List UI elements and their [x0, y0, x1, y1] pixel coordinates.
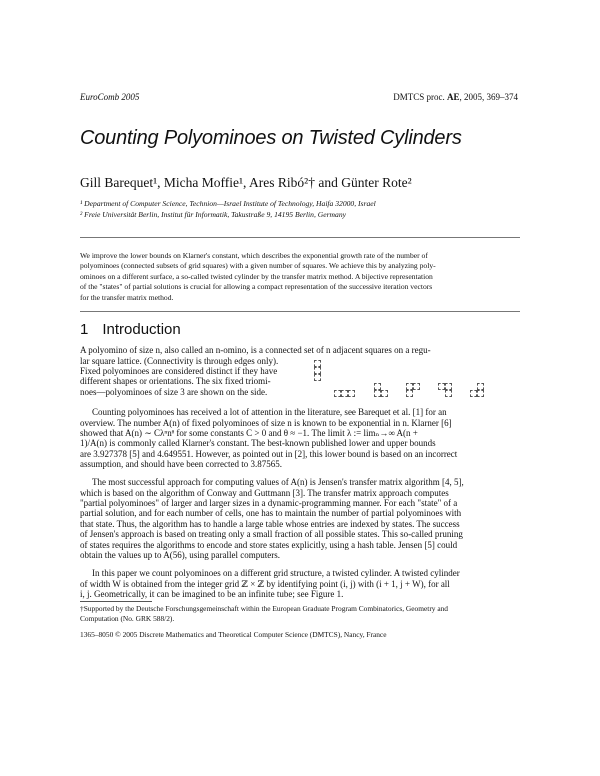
- triomino-cell: [470, 390, 477, 397]
- triomino-cell: [477, 383, 484, 390]
- journal-header-left: EuroComb 2005: [80, 92, 140, 102]
- text-line: of Jensen's approach is based on treating only a small fraction of all possible states. This so-called pruning: [80, 529, 463, 540]
- triomino-cell: [314, 367, 321, 374]
- abstract-line: We improve the lower bounds on Klarner's constant, which describes the exponential growth rate of the number of: [80, 251, 428, 260]
- abstract-top-rule: [80, 237, 520, 238]
- abstract-bottom-rule: [80, 311, 520, 312]
- footnote: [80, 604, 520, 623]
- triomino-cell: [314, 360, 321, 367]
- triomino-cell: [438, 383, 445, 390]
- text-line: which is based on the algorithm of Conway and Guttmann [3]. The transfer matrix approach computes: [80, 487, 449, 498]
- abstract-line: of the "states" of partial solutions is crucial for allowing a compact representation of the successive iteration vectors: [80, 282, 433, 292]
- abstract-line: polyominoes (connected subsets of grid squares) with a given number of squares. We achieve this by analyzing poly-: [80, 261, 436, 271]
- text-line: Fixed polyominoes are considered distinct if they have: [80, 365, 278, 376]
- text-line: assumption, and should have been corrected to 3.87565.: [80, 459, 282, 470]
- triomino-cell: [406, 383, 413, 390]
- text-line: In this paper we count polyominoes on a different grid structure, a twisted cylinder. A twisted cylinder: [92, 568, 460, 578]
- section-number: 1: [80, 321, 89, 338]
- text-line: of states requires the algorithms to encode and store states explicitly, using a hash table. Jensen [5] could: [80, 539, 458, 550]
- abstract: [80, 251, 520, 303]
- triomino-cell: [477, 390, 484, 397]
- triomino-cell: [374, 390, 381, 397]
- footnote-rule: [80, 601, 152, 602]
- text-line: different shapes or orientations. The six fixed triomi-: [80, 376, 271, 387]
- triomino-cell: [445, 383, 452, 390]
- paragraph-2-cont: [80, 418, 520, 470]
- affiliation-1: ¹ Department of Computer Science, Technion—Israel Institute of Technology, Haifa 32000, Israel: [80, 199, 376, 208]
- abstract-line: for the transfer matrix method.: [80, 292, 174, 302]
- text-line: lar square lattice. (Connectivity is through edges only).: [80, 355, 279, 366]
- triomino-cell: [445, 390, 452, 397]
- text-line: that state. Thus, the algorithm has to handle a large table whose entries are indexed by states. The success: [80, 518, 460, 529]
- triomino-cell: [381, 390, 388, 397]
- journal-header-right: [393, 92, 518, 102]
- footnote-line: †Supported by the Deutsche Forschungsgemeinschaft within the European Graduate Program Combinatorics, Geometry and: [80, 604, 449, 613]
- author-list: Gill Barequet¹, Micha Moffie¹, Ares Ribó²† and Günter Rote²: [80, 175, 412, 190]
- text-line: are 3.927378 [5] and 4.649551. However, as pointed out in [2], this lower bound is based on an incorrect: [80, 448, 458, 459]
- triomino-cell: [374, 383, 381, 390]
- paragraph-3-cont: [80, 488, 520, 561]
- affiliation-2: ² Freie Universität Berlin, Institut für Informatik, Takustraße 9, 14195 Berlin, Germany: [80, 210, 346, 219]
- footnote-line: Computation (No. GRK 588/2).: [80, 613, 175, 623]
- text-line: Counting polyominoes has received a lot of attention in the literature, see Barequet et al. [1] for an: [92, 407, 447, 417]
- triomino-figure: [310, 356, 520, 408]
- abstract-line: ominoes on a different surface, a so-called twisted cylinder by the transfer matrix method. A bijective representation: [80, 271, 433, 281]
- header-volume: AE: [446, 92, 460, 102]
- triomino-cell: [348, 390, 355, 397]
- paragraph-1-wrap: [80, 356, 302, 398]
- text-line: noes—polyominoes of size 3 are shown on the side.: [80, 386, 268, 397]
- triomino-cell: [341, 390, 348, 397]
- paragraph-4-cont: [80, 579, 520, 600]
- text-line: overview. The number A(n) of fixed polyominoes of size n is known to be exponential in n. Klarner [6]: [80, 417, 452, 428]
- section-title: Introduction: [102, 321, 181, 338]
- text-line: showed that A(n) ∼ Cλⁿnᶿ for some constants C > 0 and θ ≈ −1. The limit λ := limₙ→∞ A(n +: [80, 427, 418, 438]
- section-heading: [80, 321, 181, 338]
- paragraph-4: [80, 568, 520, 578]
- triomino-cell: [334, 390, 341, 397]
- text-line: The most successful approach for computing values of A(n) is Jensen's transfer matrix algorithm [4, 5],: [92, 477, 464, 487]
- triomino-cell: [406, 390, 413, 397]
- text-line: of width W is obtained from the integer grid ℤ × ℤ by identifying point (i, j) with (i + 1, j + W), for all: [80, 578, 450, 589]
- header-right-suffix: , 2005, 369–374: [459, 92, 518, 102]
- text-line: obtain the values up to A(56), using parallel computers.: [80, 549, 280, 560]
- paragraph-1-line-1: A polyomino of size n, also called an n-omino, is a connected set of n adjacent squares on a regu-: [80, 345, 431, 355]
- paragraph-3: [80, 477, 520, 487]
- paper-title: Counting Polyominoes on Twisted Cylinders: [80, 127, 462, 149]
- triomino-cell: [314, 374, 321, 381]
- header-right-prefix: DMTCS proc.: [393, 92, 447, 102]
- text-line: "partial polyominoes" of larger and larger sizes in a dynamic-programming manner. For each "state" of a: [80, 497, 458, 508]
- text-line: i, j. Geometrically, it can be imagined to be an infinite tube; see Figure 1.: [80, 588, 344, 599]
- text-line: 1)/A(n) is commonly called Klarner's constant. The best-known published lower and upper bounds: [80, 438, 436, 449]
- text-line: partial solution, and for each number of cells, one has to maintain the number of partial polyominoes with: [80, 508, 462, 519]
- triomino-cell: [413, 383, 420, 390]
- paragraph-2: [80, 407, 520, 417]
- copyright-line: 1365–8050 © 2005 Discrete Mathematics and Theoretical Computer Science (DMTCS), Nancy, France: [80, 630, 387, 639]
